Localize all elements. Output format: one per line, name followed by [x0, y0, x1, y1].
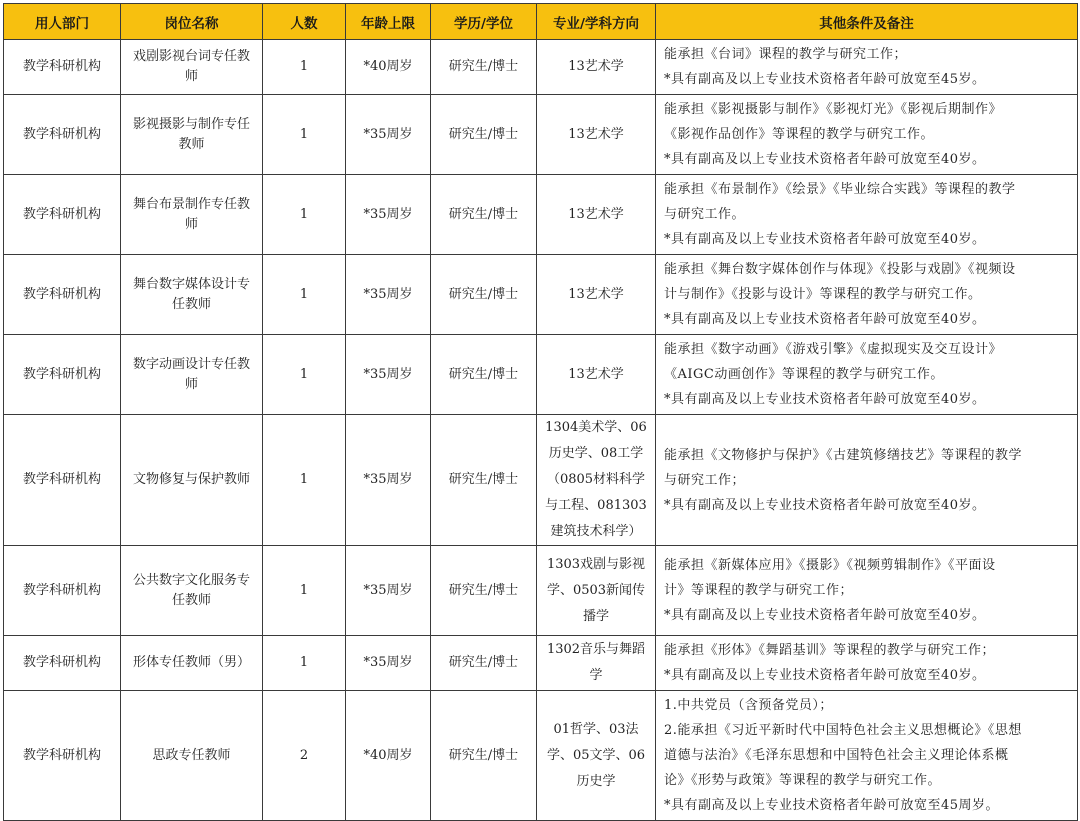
degree-cell: 研究生/博士	[431, 415, 537, 546]
table-row	[4, 415, 1078, 546]
count-cell: 1	[263, 255, 346, 335]
position-cell: 公共数字文化服务专任教师	[121, 546, 263, 636]
degree-cell: 研究生/博士	[431, 335, 537, 415]
position-cell: 舞台数字媒体设计专任教师	[121, 255, 263, 335]
header-degree: 学历/学位	[431, 4, 537, 40]
age-cell: *35周岁	[346, 255, 431, 335]
degree-cell: 研究生/博士	[431, 546, 537, 636]
table-row	[4, 636, 1078, 691]
note-line: 计与制作》《投影与设计》等课程的教学与研究工作。	[664, 287, 982, 302]
position-cell: 舞台布景制作专任教师	[121, 175, 263, 255]
major-cell: 1303戏剧与影视学、0503新闻传播学	[537, 546, 656, 636]
degree-cell: 研究生/博士	[431, 636, 537, 691]
header-notes: 其他条件及备注	[656, 4, 1078, 40]
major-cell: 13艺术学	[537, 175, 656, 255]
table-row	[4, 95, 1078, 175]
degree-cell: 研究生/博士	[431, 255, 537, 335]
note-line: 能承担《新媒体应用》《摄影》《视频剪辑制作》《平面设	[664, 558, 996, 573]
dept-cell: 教学科研机构	[4, 546, 121, 636]
notes-cell	[656, 546, 1078, 636]
header-major: 专业/学科方向	[537, 4, 656, 40]
note-line: 能承担《形体》《舞蹈基训》等课程的教学与研究工作；	[664, 643, 996, 658]
degree-cell: 研究生/博士	[431, 95, 537, 175]
note-line: 2.能承担《习近平新时代中国特色社会主义思想概论》《思想	[664, 723, 1022, 738]
note-line: 能承担《影视摄影与制作》《影视灯光》《影视后期制作》	[664, 102, 1003, 117]
note-line: 能承担《布景制作》《绘景》《毕业综合实践》等课程的教学	[664, 182, 1016, 197]
major-cell: 13艺术学	[537, 95, 656, 175]
count-cell: 1	[263, 335, 346, 415]
note-line: 能承担《舞台数字媒体创作与体现》《投影与戏剧》《视频设	[664, 262, 1016, 277]
table-row	[4, 40, 1078, 95]
position-cell: 文物修复与保护教师	[121, 415, 263, 546]
notes-cell	[656, 636, 1078, 691]
table-row	[4, 691, 1078, 821]
major-cell: 13艺术学	[537, 255, 656, 335]
age-cell: *35周岁	[346, 546, 431, 636]
header-count: 人数	[263, 4, 346, 40]
count-cell: 1	[263, 95, 346, 175]
degree-cell: 研究生/博士	[431, 40, 537, 95]
table-row	[4, 335, 1078, 415]
age-cell: *40周岁	[346, 40, 431, 95]
degree-cell: 研究生/博士	[431, 175, 537, 255]
count-cell: 1	[263, 175, 346, 255]
dept-cell: 教学科研机构	[4, 335, 121, 415]
table-row	[4, 255, 1078, 335]
position-cell: 形体专任教师（男）	[121, 636, 263, 691]
notes-cell	[656, 175, 1078, 255]
note-line: 《影视作品创作》等课程的教学与研究工作。	[664, 127, 935, 142]
degree-cell: 研究生/博士	[431, 691, 537, 821]
dept-cell: 教学科研机构	[4, 175, 121, 255]
notes-cell	[656, 40, 1078, 95]
note-line: 《AIGC动画创作》等课程的教学与研究工作。	[664, 367, 944, 382]
note-line: *具有副高及以上专业技术资格者年龄可放宽至40岁。	[664, 312, 986, 327]
count-cell: 1	[263, 415, 346, 546]
major-cell: 1302音乐与舞蹈学	[537, 636, 656, 691]
age-cell: *35周岁	[346, 335, 431, 415]
age-cell: *35周岁	[346, 175, 431, 255]
note-line: *具有副高及以上专业技术资格者年龄可放宽至40岁。	[664, 497, 986, 513]
count-cell: 1	[263, 636, 346, 691]
dept-cell: 教学科研机构	[4, 95, 121, 175]
header-position: 岗位名称	[121, 4, 263, 40]
table-row	[4, 546, 1078, 636]
dept-cell: 教学科研机构	[4, 691, 121, 821]
note-line: *具有副高及以上专业技术资格者年龄可放宽至40岁。	[664, 668, 986, 683]
note-line: *具有副高及以上专业技术资格者年龄可放宽至40岁。	[664, 152, 986, 167]
position-cell: 数字动画设计专任教师	[121, 335, 263, 415]
notes-cell	[656, 415, 1078, 546]
note-line: 能承担《台词》课程的教学与研究工作；	[664, 47, 908, 62]
age-cell: *35周岁	[346, 415, 431, 546]
major-cell: 01哲学、03法学、05文学、06历史学	[537, 691, 656, 821]
table-row	[4, 175, 1078, 255]
position-cell: 思政专任教师	[121, 691, 263, 821]
note-line: 道德与法治》《毛泽东思想和中国特色社会主义理论体系概	[664, 748, 1009, 763]
age-cell: *35周岁	[346, 95, 431, 175]
note-line: 能承担《文物修护与保护》《古建筑修缮技艺》等课程的教学	[664, 447, 1023, 463]
note-line: *具有副高及以上专业技术资格者年龄可放宽至40岁。	[664, 392, 986, 407]
note-line: 论》《形势与政策》等课程的教学与研究工作。	[664, 773, 942, 788]
dept-cell: 教学科研机构	[4, 636, 121, 691]
note-line: 计》等课程的教学与研究工作；	[664, 583, 854, 598]
major-cell: 1304美术学、06历史学、08工学（0805材料科学与工程、081303建筑技术科学）	[537, 415, 656, 546]
notes-cell	[656, 95, 1078, 175]
notes-cell	[656, 255, 1078, 335]
note-line: 与研究工作；	[664, 472, 746, 488]
notes-cell	[656, 691, 1078, 821]
note-line: *具有副高及以上专业技术资格者年龄可放宽至45岁。	[664, 72, 986, 87]
recruitment-table	[3, 3, 1078, 821]
count-cell: 2	[263, 691, 346, 821]
position-cell: 戏剧影视台词专任教师	[121, 40, 263, 95]
major-cell: 13艺术学	[537, 40, 656, 95]
position-cell: 影视摄影与制作专任教师	[121, 95, 263, 175]
dept-cell: 教学科研机构	[4, 255, 121, 335]
note-line: 与研究工作。	[664, 207, 746, 222]
count-cell: 1	[263, 40, 346, 95]
dept-cell: 教学科研机构	[4, 415, 121, 546]
age-cell: *35周岁	[346, 636, 431, 691]
note-line: *具有副高及以上专业技术资格者年龄可放宽至45周岁。	[664, 798, 1000, 813]
header-dept: 用人部门	[4, 4, 121, 40]
note-line: *具有副高及以上专业技术资格者年龄可放宽至40岁。	[664, 232, 986, 247]
major-cell: 13艺术学	[537, 335, 656, 415]
header-row	[4, 4, 1078, 40]
count-cell: 1	[263, 546, 346, 636]
dept-cell: 教学科研机构	[4, 40, 121, 95]
note-line: *具有副高及以上专业技术资格者年龄可放宽至40岁。	[664, 608, 986, 623]
notes-cell	[656, 335, 1078, 415]
age-cell: *40周岁	[346, 691, 431, 821]
note-line: 能承担《数字动画》《游戏引擎》《虚拟现实及交互设计》	[664, 342, 1003, 357]
header-age-limit: 年龄上限	[346, 4, 431, 40]
note-line: 1.中共党员（含预备党员）；	[664, 698, 833, 713]
